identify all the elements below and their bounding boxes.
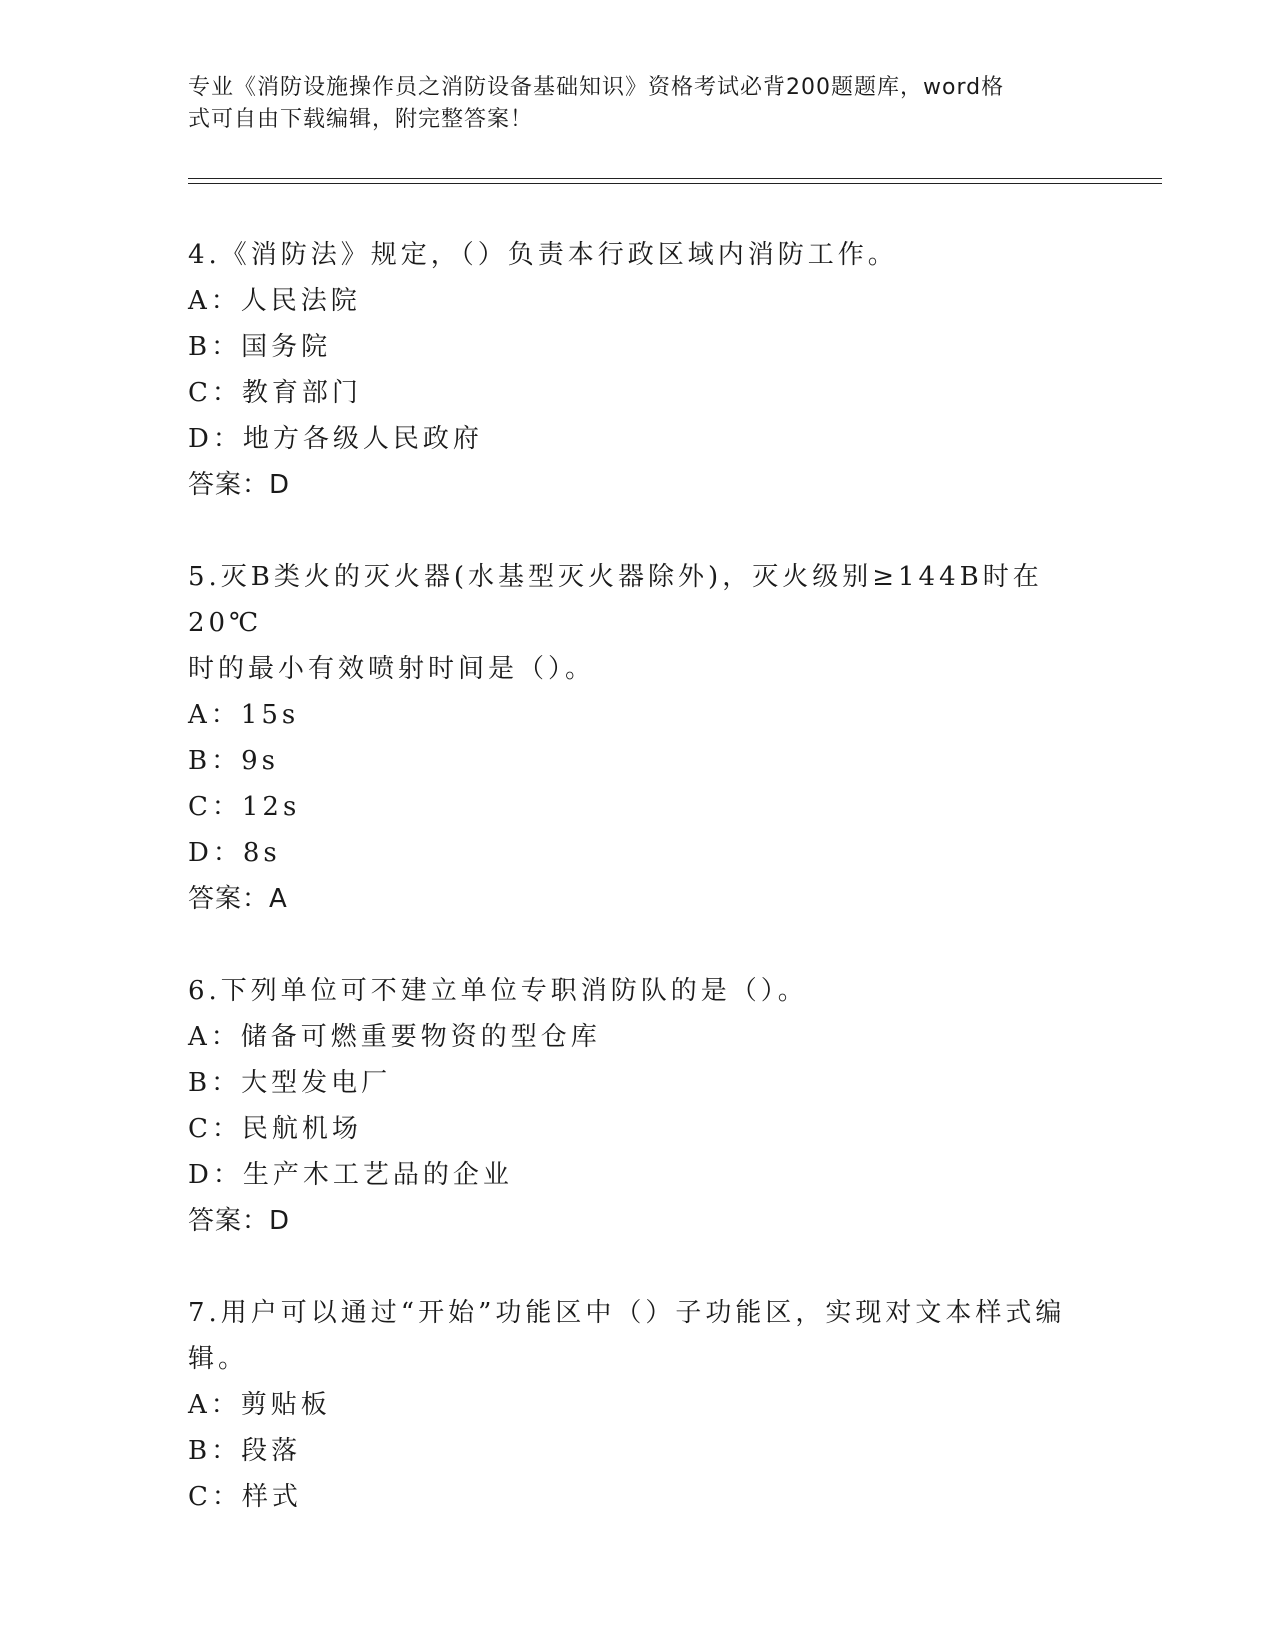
option-c: C：教育部门 (188, 378, 362, 408)
question-7 (188, 1290, 1088, 1520)
option-c: C：12s (188, 792, 301, 822)
option-c: C：样式 (188, 1482, 302, 1512)
question-6 (188, 968, 1088, 1244)
question-stem: 7.用户可以通过“开始”功能区中（）子功能区，实现对文本样式编 (188, 1298, 1066, 1328)
option-a: A：15s (188, 700, 300, 730)
option-a: A：人民法院 (188, 286, 361, 316)
question-stem-continued: 时的最小有效喷射时间是（）。 (188, 654, 596, 684)
option-c: C：民航机场 (188, 1114, 362, 1144)
question-stem: 6.下列单位可不建立单位专职消防队的是（）。 (188, 976, 808, 1006)
option-d: D：生产木工艺品的企业 (188, 1160, 513, 1190)
question-stem-continued: 辑。 (188, 1344, 249, 1374)
option-b: B：9s (188, 746, 279, 776)
answer: 答案：D (188, 470, 291, 500)
option-a: A：储备可燃重要物资的型仓库 (188, 1022, 601, 1052)
question-stem: 5.灭B类火的灭火器(水基型灭火器除外)，灭火级别≥144B时在20℃ (188, 562, 1043, 638)
option-d: D：地方各级人民政府 (188, 424, 483, 454)
option-a: A：剪贴板 (188, 1390, 331, 1420)
answer: 答案：D (188, 1206, 291, 1236)
option-b: B：段落 (188, 1436, 302, 1466)
option-d: D：8s (188, 838, 281, 868)
header-divider-top (188, 178, 1162, 179)
option-b: B：国务院 (188, 332, 332, 362)
question-4 (188, 232, 1088, 508)
question-list (188, 232, 1088, 1566)
option-b: B：大型发电厂 (188, 1068, 392, 1098)
document-header (188, 72, 1088, 136)
question-5 (188, 554, 1088, 922)
question-stem: 4.《消防法》规定，（）负责本行政区域内消防工作。 (188, 240, 898, 270)
header-divider-bottom (188, 183, 1162, 184)
header-line-2: 式可自由下载编辑，附完整答案！ (188, 107, 534, 132)
answer: 答案：A (188, 884, 288, 914)
header-line-1: 专业《消防设施操作员之消防设备基础知识》资格考试必背200题题库，word格 (188, 75, 1005, 100)
